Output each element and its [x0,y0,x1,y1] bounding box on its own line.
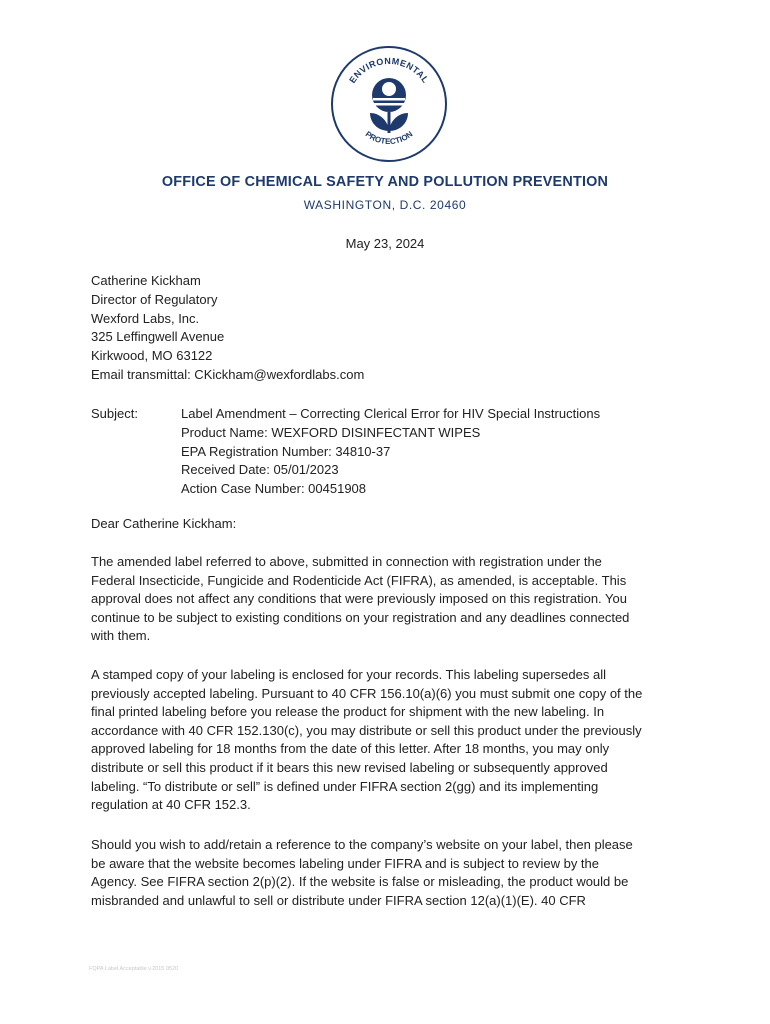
subject-label: Subject: [91,406,138,421]
footer-form-id: FQPA Label Acceptable v.2015 0520 [89,966,179,972]
seal-text-left: ENVIRONMENTAL [347,55,431,86]
paragraph-labeling [91,666,681,815]
case-number-line: Action Case Number: 00451908 [181,481,367,497]
text-line: approved labeling for 18 months from the date of this letter. After 18 months, you may only [91,741,610,757]
office-title: OFFICE OF CHEMICAL SAFETY AND POLLUTION PREVENTION [161,174,609,190]
registration-number-line: EPA Registration Number: 34810-37 [181,443,391,459]
paragraph-approval [91,553,681,646]
recipient-line: Catherine Kickham [91,273,201,288]
text-line: Should you wish to add/retain a reference to the company’s website on your label, then please [91,837,633,852]
seal-text-bottom: PROTECTION [363,129,415,147]
text-line: regulation at 40 CFR 152.3. [91,797,251,813]
product-name-line: Product Name: WEXFORD DISINFECTANT WIPES [181,424,481,440]
paragraph-website [91,836,681,910]
recipient-line: 325 Leffingwell Avenue [91,329,225,345]
recipient-line: Wexford Labs, Inc. [91,310,200,326]
text-line: A stamped copy of your labeling is enclosed for your records. This labeling supersedes all [91,667,606,682]
text-line: Agency. See FIFRA section 2(p)(2). If the website is false or misleading, the product would be [91,874,629,890]
text-line: The amended label referred to above, submitted in connection with registration under the [91,554,602,569]
subject-lines [181,405,600,499]
text-line: be aware that the website becomes labeling under FIFRA and is subject to review by the [91,855,600,871]
text-line: accordance with 40 CFR 152.130(c), you may distribute or sell this product under the previously [91,722,642,738]
text-line: misbranded and unlawful to sell or distribute under FIFRA section 12(a)(1)(E). 40 CFR [91,892,586,908]
text-line: with them. [91,628,151,644]
text-line: distribute or sell this product if it bears this new revised labeling or subsequently approved [91,759,608,775]
recipient-address [91,272,364,385]
text-line: approval does not affect any conditions that were previously imposed on this registration. You [91,591,627,607]
text-line: previously accepted labeling. Pursuant to 40 CFR 156.10(a)(6) you must submit one copy of the [91,685,643,701]
subject-line: Label Amendment – Correcting Clerical Error for HIV Special Instructions [181,406,601,421]
text-line: continue to be subject to existing conditions on your registration and any deadlines connected [91,609,630,625]
salutation: Dear Catherine Kickham: [91,516,237,531]
office-city: WASHINGTON, D.C. 20460 [303,198,467,212]
recipient-line: Kirkwood, MO 63122 [91,348,213,364]
recipient-email-line: Email transmittal: CKickham@wexfordlabs.com [91,366,365,382]
recipient-line: Director of Regulatory [91,291,218,307]
received-date-line: Received Date: 05/01/2023 [181,462,339,478]
letter-date: May 23, 2024 [345,236,425,251]
text-line: labeling. “To distribute or sell” is defined under FIFRA section 2(gg) and its implementing [91,778,599,794]
text-line: Federal Insecticide, Fungicide and Rodenticide Act (FIFRA), as amended, is acceptable. This [91,572,627,588]
epa-seal-logo [330,45,448,163]
text-line: final printed labeling before you release the product for shipment with the new labeling. In [91,704,605,720]
